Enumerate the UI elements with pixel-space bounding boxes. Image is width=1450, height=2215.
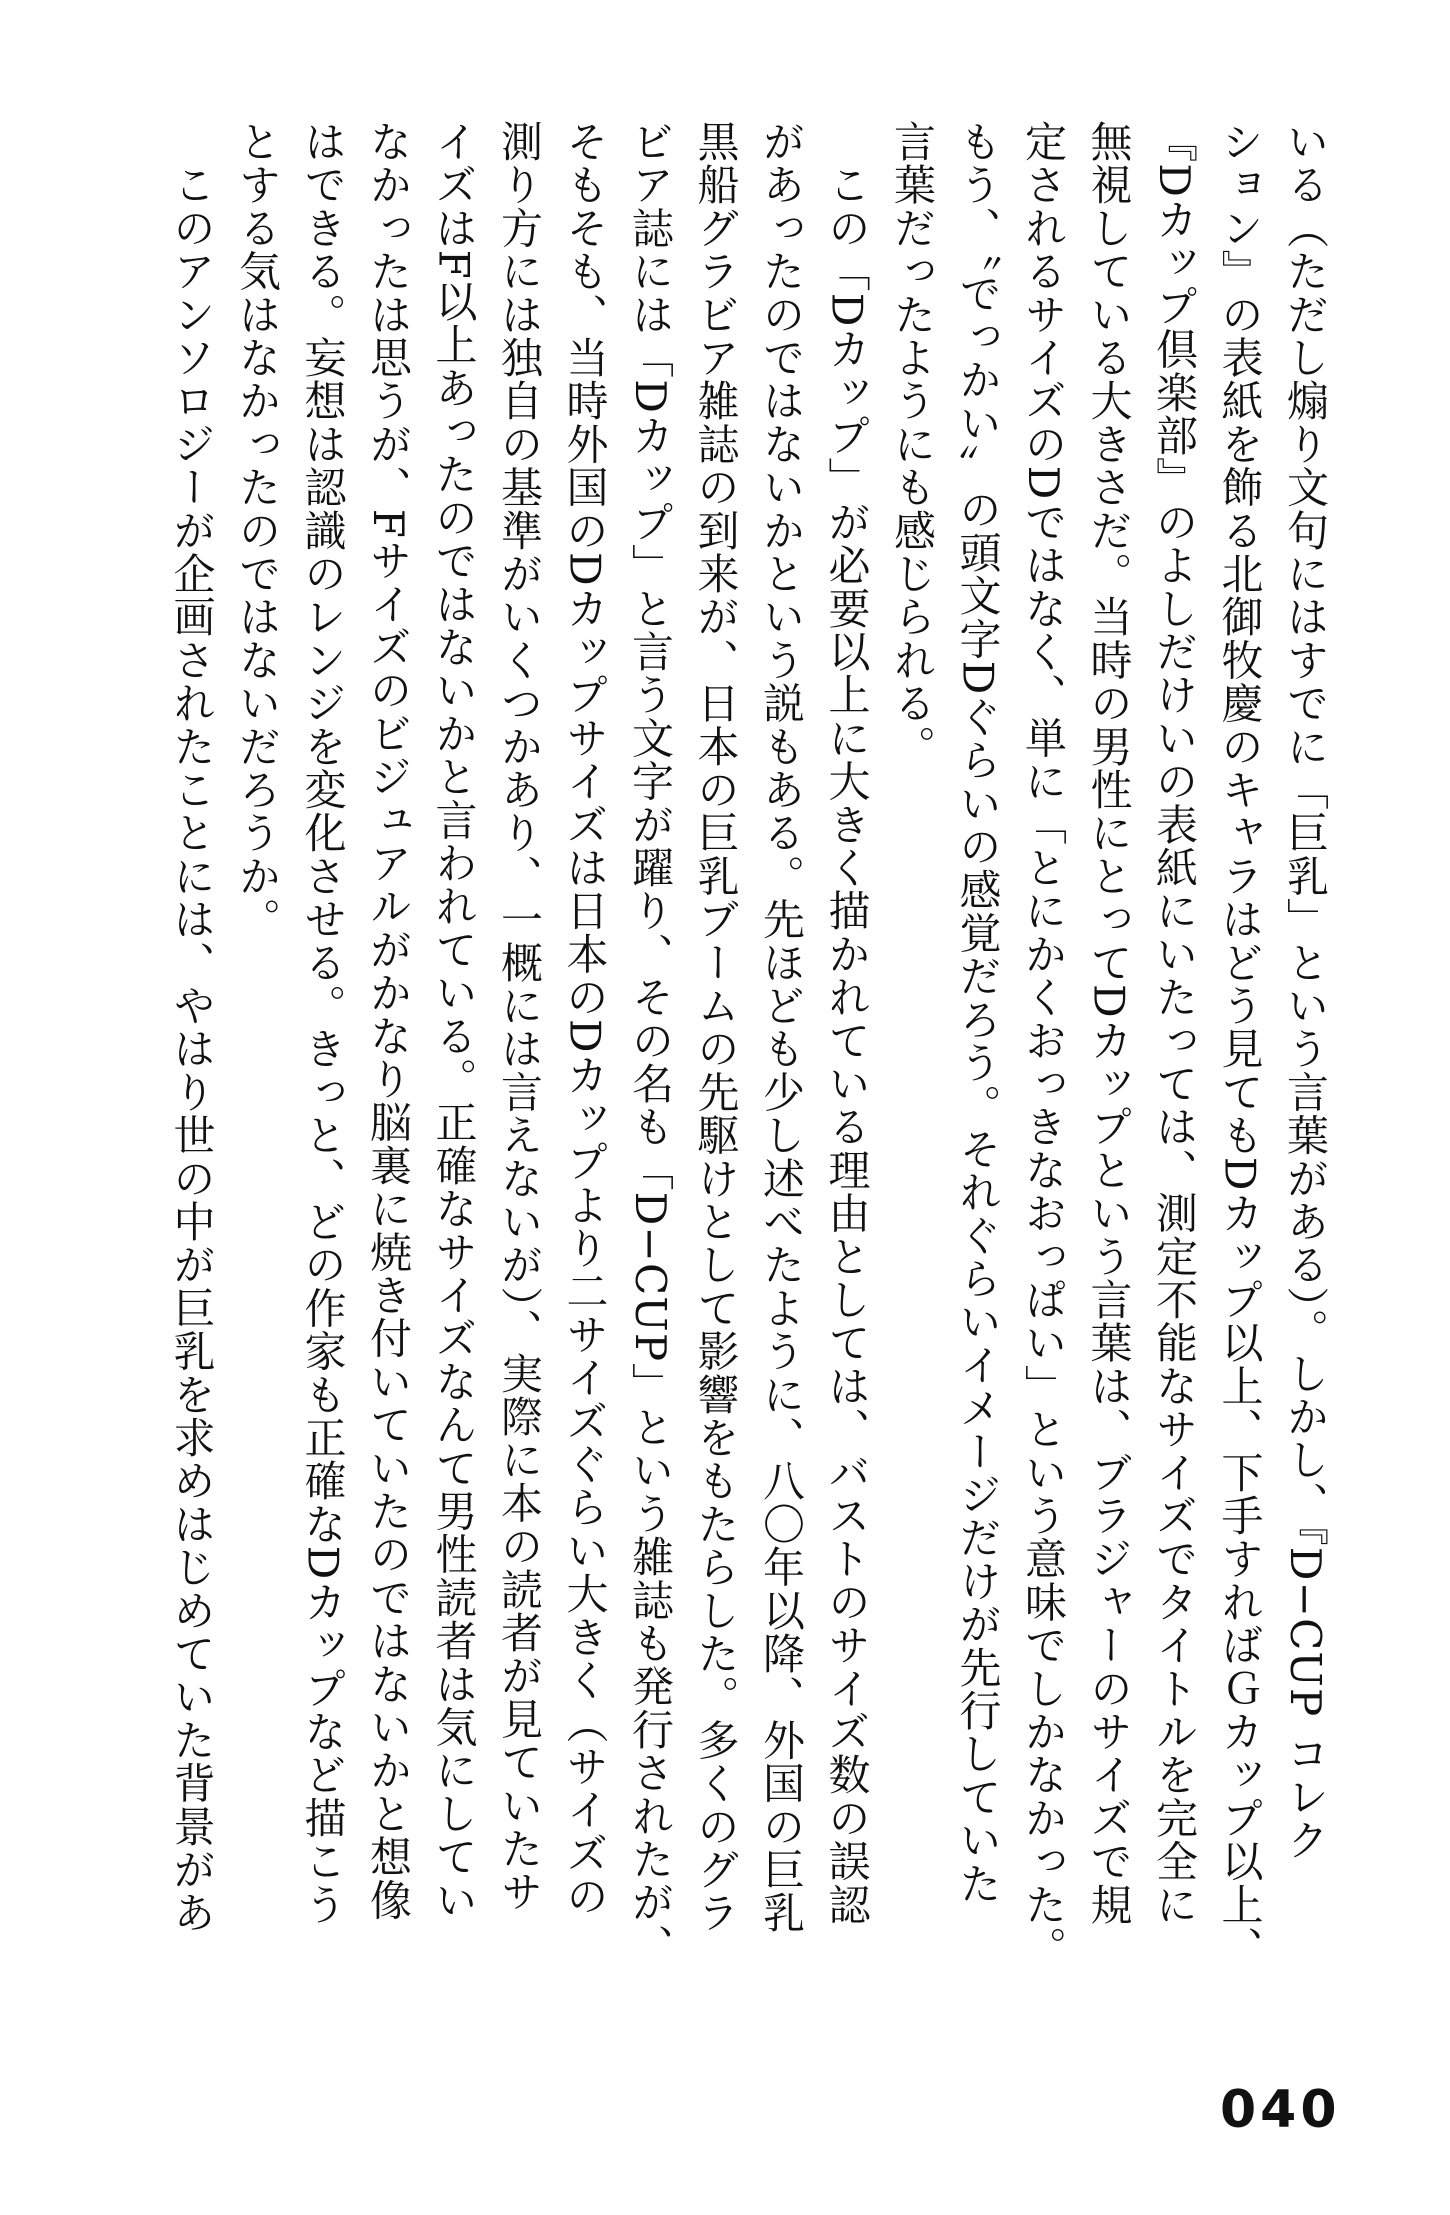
text-line: があったのではないかという説もある。先ほども少し述べたように、八〇年以降、外国の巨乳 bbox=[757, 120, 806, 1935]
text-line: 言葉だったようにも感じられる。 bbox=[888, 120, 937, 768]
text-line: なかったは思うが、Fサイズのビジュアルがかなり脳裏に焼き付いていたのではないかと想像 bbox=[364, 120, 413, 1922]
text-line: イズはF以上あったのではないかと言われている。正確なサイズなんて男性読者は気にしてい bbox=[429, 120, 479, 1922]
text-line: とする気はなかったのではないだろうか。 bbox=[233, 120, 282, 941]
text-line: ビア誌には「Dカップ」と言う文字が躍り、その名も「D−CUP」という雑誌も発行されたが、 bbox=[626, 120, 675, 1968]
text-line: いる（ただし煽り文句にはすでに「巨乳」という言葉がある）。しかし、『D−CUP コレク bbox=[1281, 120, 1330, 1862]
text-line: ション』の表紙を飾る北御牧慶のキャラはどう見てもDカップ以上、下手すればＧカップ以上、 bbox=[1215, 120, 1265, 1970]
text-line: 黒船グラビア雑誌の到来が、日本の巨乳ブームの先駆けとして影響をもたらした。多くのグラ bbox=[691, 120, 741, 1935]
text-line: 測り方には独自の基準がいくつかあり、一概には言えないが）、実際に本の読者が見ていたサ bbox=[495, 120, 544, 1914]
text-line: 無視している大きさだ。当時の男性にとってDカップという言葉は、ブラジャーのサイズで規 bbox=[1084, 120, 1134, 1927]
text-line: 『Dカップ倶楽部』のよしだけいの表紙にいたっては、測定不能なサイズでタイトルを完全に bbox=[1150, 120, 1199, 1927]
page-number: 040 bbox=[1220, 2080, 1341, 2140]
text-line: 定されるサイズのDではなく、単に「とにかくおっきなおっぱい」という意味でしかなかった。 bbox=[1019, 120, 1068, 1970]
text-line: そもそも、当時外国のDカップサイズは日本のDカップより二サイズぐらい大きく（サイズの bbox=[560, 120, 610, 1918]
text-line: この「Dカップ」が必要以上に大きく描かれている理由としては、バストのサイズ数の誤認 bbox=[822, 120, 872, 1927]
text-line: はできる。妄想は認識のレンジを変化させる。きっと、どの作家も正確なDカップなど描こう bbox=[298, 120, 348, 1927]
text-line: もう、〝でっかい〟の頭文字Dぐらいの感覚だろう。それぐらいイメージだけが先行していた bbox=[953, 120, 1003, 1906]
text-line: このアンソロジーが企画されたことには、やはり世の中が巨乳を求めはじめていた背景があ bbox=[167, 120, 217, 1935]
body-text bbox=[159, 120, 1338, 1970]
